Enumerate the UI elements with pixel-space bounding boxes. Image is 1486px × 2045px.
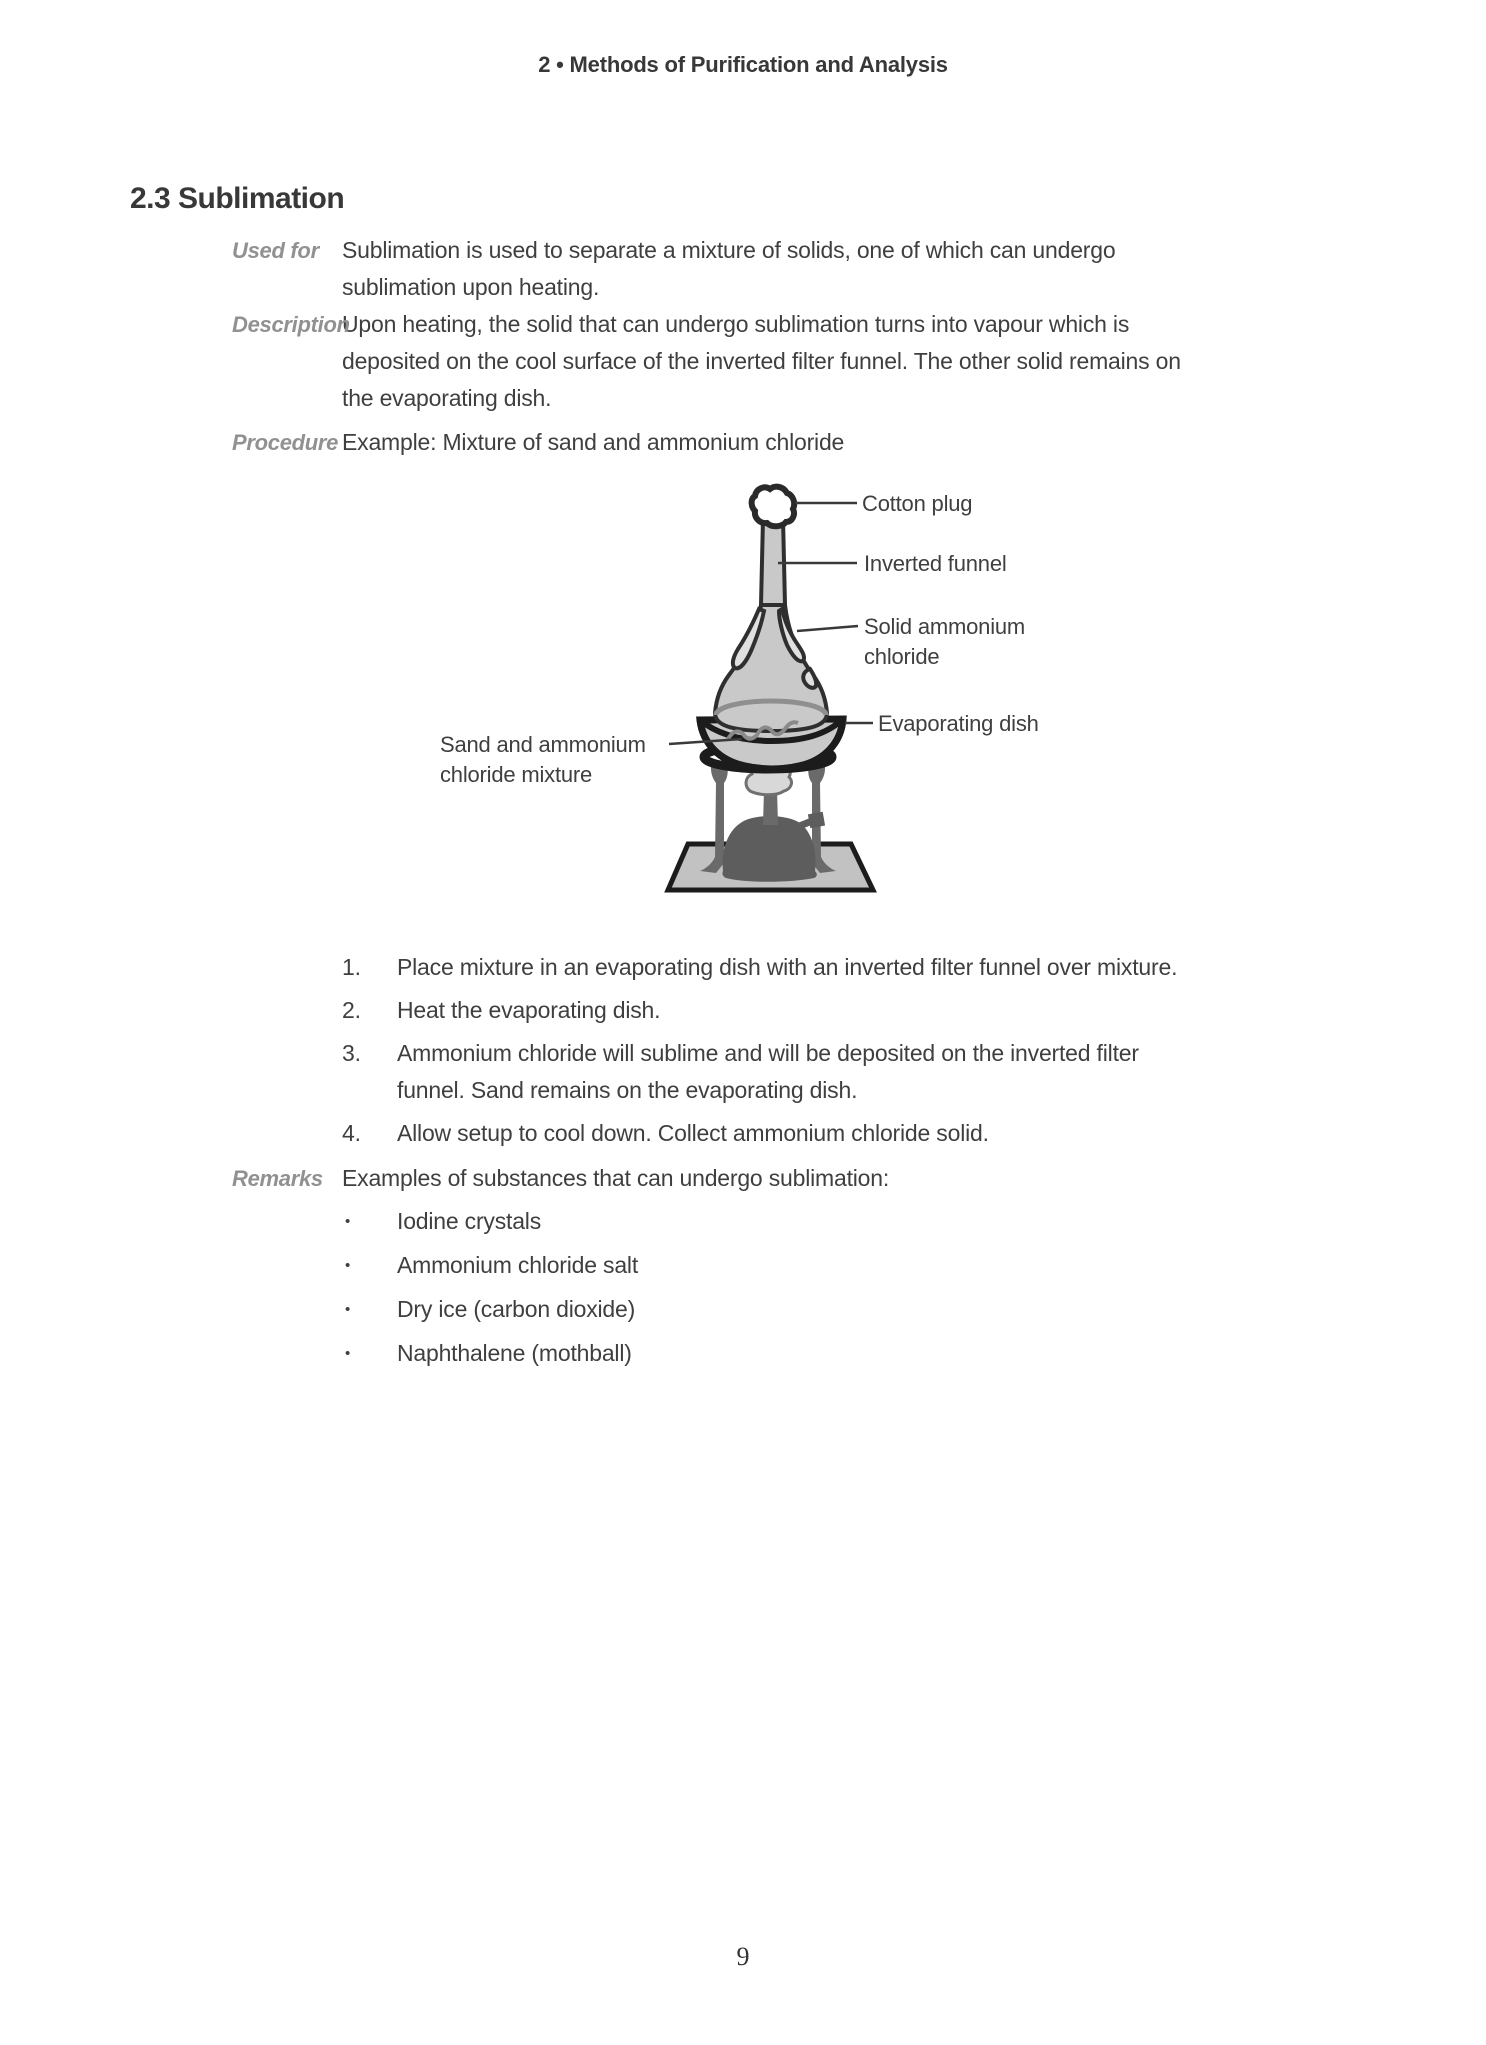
used-for-text xyxy=(342,232,1362,306)
text-line: Place mixture in an evaporating dish with an inverted filter funnel over mixture. xyxy=(397,954,1178,980)
list-item-text: Dry ice (carbon dioxide) xyxy=(397,1296,636,1322)
step-number: 2. xyxy=(342,997,361,1023)
step-number: 1. xyxy=(342,954,361,980)
leader-solid-ammonium xyxy=(797,626,858,631)
label-cotton-plug: Cotton plug xyxy=(862,491,973,516)
step-number: 4. xyxy=(342,1120,361,1146)
text-line: funnel. Sand remains on the evaporating dish. xyxy=(397,1077,858,1103)
text-line: Ammonium chloride will sublime and will be deposited on the inverted filter xyxy=(397,1040,1139,1066)
procedure-text xyxy=(342,424,1362,461)
step-text xyxy=(397,949,1177,986)
text-line: deposited on the cool surface of the inverted filter funnel. The other solid remains on xyxy=(342,348,1181,374)
description-row xyxy=(0,306,1486,417)
text-line: Allow setup to cool down. Collect ammonium chloride solid. xyxy=(397,1120,989,1146)
label-mixture-line2: chloride mixture xyxy=(440,762,593,787)
bullet-icon: • xyxy=(345,1345,351,1362)
description-text xyxy=(342,306,1362,417)
step-text xyxy=(397,992,660,1029)
burner-gas-nub xyxy=(808,812,825,828)
section-title: Sublimation xyxy=(178,182,345,215)
procedure-step-2 xyxy=(342,992,1372,1029)
list-item xyxy=(342,1291,1242,1328)
list-item-text: Ammonium chloride salt xyxy=(397,1252,639,1278)
list-item xyxy=(342,1203,1242,1240)
list-item-text: Iodine crystals xyxy=(397,1208,542,1234)
remarks-row xyxy=(0,1160,1486,1197)
list-item xyxy=(342,1247,1242,1284)
bullet-icon: • xyxy=(345,1257,351,1274)
list-item-text: Naphthalene (mothball) xyxy=(397,1340,632,1366)
page-number: 9 xyxy=(736,1942,750,1971)
used-for-label: Used for xyxy=(232,238,319,263)
procedure-step-4 xyxy=(342,1115,1372,1152)
bullet-icon: • xyxy=(345,1213,351,1230)
text-line: Sublimation is used to separate a mixture of solids, one of which can undergo xyxy=(342,237,1116,263)
cotton-plug-shape xyxy=(752,487,795,527)
remarks-intro: Examples of substances that can undergo sublimation: xyxy=(342,1165,890,1191)
label-evaporating-dish: Evaporating dish xyxy=(878,711,1039,736)
label-mixture-line1: Sand and ammonium xyxy=(440,732,646,757)
text-line: Heat the evaporating dish. xyxy=(397,997,661,1023)
text-line: the evaporating dish. xyxy=(342,385,552,411)
step-text xyxy=(397,1115,989,1152)
label-solid-ammonium-line2: chloride xyxy=(864,644,940,669)
label-inverted-funnel: Inverted funnel xyxy=(864,551,1007,576)
sublimation-examples-list xyxy=(342,1203,1242,1379)
chapter-header: 2 • Methods of Purification and Analysis xyxy=(538,52,948,77)
used-for-row xyxy=(0,232,1486,306)
text-line: Upon heating, the solid that can undergo sublimation turns into vapour which is xyxy=(342,311,1130,337)
section-number: 2.3 xyxy=(130,182,171,215)
text-line: Example: Mixture of sand and ammonium chloride xyxy=(342,429,845,455)
sublimed-deposit-right-lower xyxy=(803,669,816,688)
procedure-step-3 xyxy=(342,1035,1372,1109)
procedure-label: Procedure xyxy=(232,430,339,455)
label-solid-ammonium-line1: Solid ammonium xyxy=(864,614,1026,639)
sublimation-apparatus-diagram xyxy=(420,473,1120,935)
procedure-step-1 xyxy=(342,949,1372,986)
remarks-label: Remarks xyxy=(232,1166,323,1191)
section-heading xyxy=(130,182,344,216)
list-item xyxy=(342,1335,1242,1372)
step-text xyxy=(397,1035,1139,1109)
procedure-row xyxy=(0,424,1486,461)
bullet-icon: • xyxy=(345,1301,351,1318)
step-number: 3. xyxy=(342,1040,361,1066)
description-label: Description xyxy=(232,312,350,337)
text-line: sublimation upon heating. xyxy=(342,274,600,300)
funnel-stem xyxy=(761,518,785,605)
procedure-steps-list xyxy=(342,949,1372,1158)
